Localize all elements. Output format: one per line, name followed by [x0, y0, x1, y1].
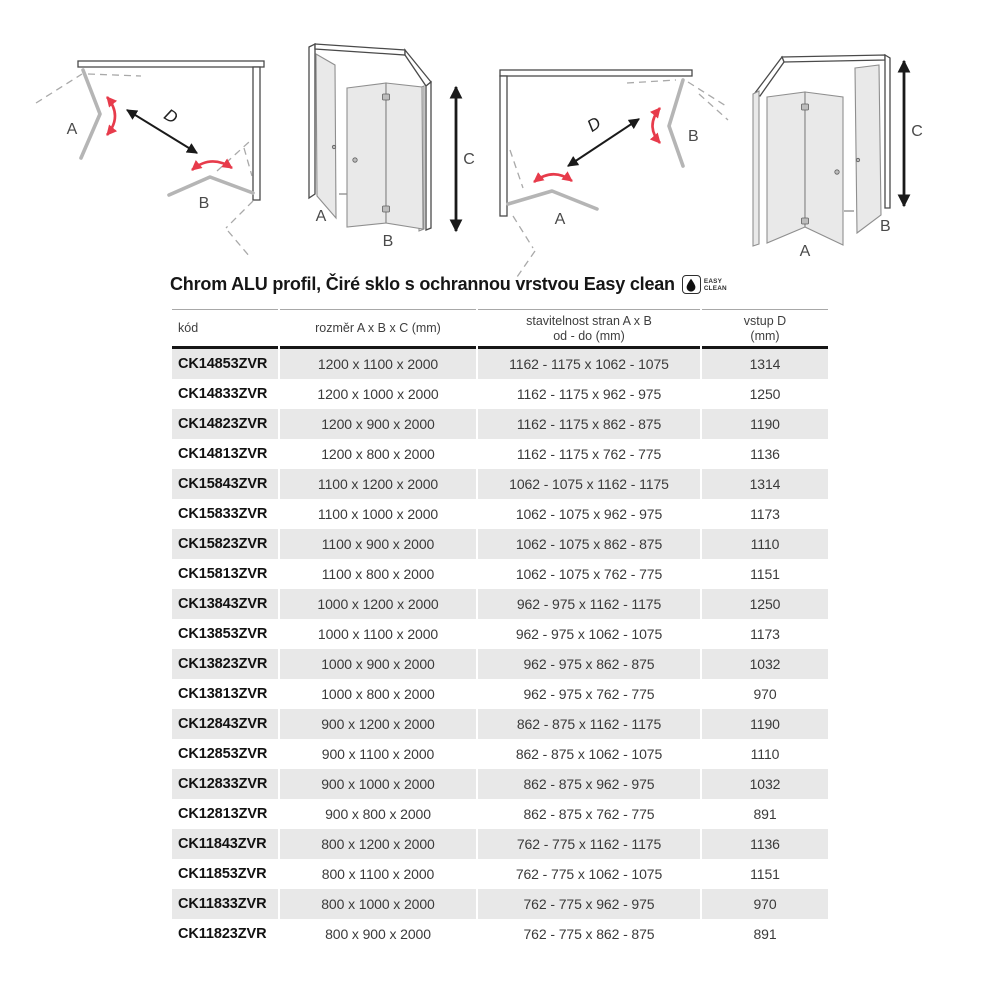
walls: [78, 61, 264, 200]
table-row: [172, 799, 828, 829]
label-b: B: [198, 195, 210, 212]
cell-stavitelnost: 862 - 875 x 962 - 975: [478, 769, 700, 799]
label-c: C: [911, 123, 923, 140]
cell-stavitelnost: 1062 - 1075 x 1162 - 1175: [478, 469, 700, 499]
cell-kod: CK13823ZVR: [172, 649, 278, 679]
label-a: A: [554, 211, 566, 228]
table-row: [172, 889, 828, 919]
cell-stavitelnost: 1162 - 1175 x 862 - 875: [478, 409, 700, 439]
cell-vstup: 1190: [702, 409, 828, 439]
header-label: rozměr A x B x C (mm): [315, 321, 441, 336]
table-header: [172, 309, 828, 349]
cell-kod: CK12813ZVR: [178, 806, 268, 822]
table-body: [172, 349, 828, 949]
folded-door-b: [669, 80, 683, 166]
diagram-plan-left: [20, 30, 270, 270]
label-b: B: [382, 233, 394, 250]
badge-box: [682, 275, 701, 294]
fold-swing-arrow-a: [534, 174, 572, 182]
spec-table: [170, 309, 830, 949]
label-a: A: [66, 121, 78, 138]
fixed-glass-strip: [753, 91, 759, 246]
cell-vstup: 1250: [702, 589, 828, 619]
side-panel-a: [316, 54, 336, 218]
cell-vstup: 1250: [749, 386, 781, 402]
folding-door-a: [767, 92, 843, 245]
table-row: [172, 739, 828, 769]
cell-stavitelnost: 762 - 775 x 1062 - 1075: [515, 866, 663, 882]
cell-rozmer: 1100 x 1200 x 2000: [280, 469, 476, 499]
table-row: [172, 379, 828, 409]
cell-rozmer: 900 x 1100 x 2000: [321, 746, 435, 762]
swing-dashed-lines: [510, 80, 728, 277]
cell-kod: CK11833ZVR: [172, 889, 278, 919]
table-row: [172, 919, 828, 949]
cell-rozmer: 800 x 1000 x 2000: [280, 889, 476, 919]
cell-vstup: 1173: [750, 506, 780, 522]
cell-rozmer: 1200 x 800 x 2000: [321, 446, 435, 462]
label-d: D: [160, 105, 182, 128]
table-row: [172, 829, 828, 859]
cell-rozmer: 1100 x 1000 x 2000: [317, 506, 439, 522]
cell-vstup: 1314: [702, 469, 828, 499]
table-row: [172, 649, 828, 679]
hinge-top: [383, 94, 390, 100]
cell-stavitelnost: 862 - 875 x 1162 - 1175: [478, 709, 700, 739]
cell-stavitelnost: 762 - 775 x 1162 - 1175: [478, 829, 700, 859]
cell-stavitelnost: 1062 - 1075 x 862 - 875: [478, 529, 700, 559]
hinge-top: [802, 104, 809, 110]
cell-rozmer: 1200 x 1000 x 2000: [317, 386, 439, 402]
cell-vstup: 1190: [702, 709, 828, 739]
cell-kod: CK15823ZVR: [172, 529, 278, 559]
swing-dashed-lines: [36, 74, 253, 257]
column-header-vstup: [702, 309, 828, 349]
cell-kod: CK13813ZVR: [178, 686, 268, 702]
table-row: [172, 409, 828, 439]
cell-kod: CK12853ZVR: [178, 746, 268, 762]
cell-stavitelnost: 962 - 975 x 1062 - 1075: [515, 626, 663, 642]
folded-door-b: [169, 177, 253, 195]
cell-kod: CK14813ZVR: [178, 446, 268, 462]
entry-dimension-arrow-d: [127, 110, 197, 153]
label-b: B: [880, 218, 891, 235]
cell-vstup: 1173: [750, 626, 780, 642]
cell-vstup: 1314: [702, 349, 828, 379]
cell-stavitelnost: 1162 - 1175 x 1062 - 1075: [478, 349, 700, 379]
cell-rozmer: 900 x 1000 x 2000: [280, 769, 476, 799]
fold-swing-arrow-b: [653, 108, 661, 143]
cell-rozmer: 1100 x 800 x 2000: [321, 566, 435, 582]
cell-stavitelnost: 1062 - 1075 x 762 - 775: [515, 566, 663, 582]
cell-vstup: 891: [753, 926, 777, 942]
entry-dimension-arrow-d: [568, 119, 639, 166]
badge-text: [704, 278, 727, 292]
table-row: [172, 499, 828, 529]
cell-rozmer: 1000 x 1200 x 2000: [280, 589, 476, 619]
cell-rozmer: 1200 x 1100 x 2000: [280, 349, 476, 379]
label-a: A: [315, 208, 327, 225]
cell-stavitelnost: 862 - 875 x 1062 - 1075: [515, 746, 663, 762]
table-row: [172, 439, 828, 469]
cell-kod: CK15843ZVR: [172, 469, 278, 499]
spec-table-wrap: [170, 309, 830, 949]
cell-vstup: 891: [753, 806, 777, 822]
table-row: [172, 859, 828, 889]
cell-stavitelnost: 1162 - 1175 x 962 - 975: [516, 386, 662, 402]
cell-vstup: 1032: [702, 769, 828, 799]
table-row: [172, 769, 828, 799]
table-row: [172, 589, 828, 619]
cell-vstup: 970: [702, 889, 828, 919]
folded-door-a: [508, 191, 597, 209]
label-b: B: [688, 128, 699, 145]
table-row: [172, 529, 828, 559]
cell-rozmer: 800 x 900 x 2000: [325, 926, 431, 942]
cell-vstup: 1151: [750, 566, 780, 582]
cell-stavitelnost: 962 - 975 x 862 - 875: [478, 649, 700, 679]
table-row: [172, 679, 828, 709]
cell-kod: CK14823ZVR: [172, 409, 278, 439]
cell-kod: CK11843ZVR: [172, 829, 278, 859]
cell-kod: CK15833ZVR: [178, 506, 268, 522]
cell-vstup: 1110: [702, 529, 828, 559]
cell-rozmer: 1100 x 900 x 2000: [280, 529, 476, 559]
cell-kod: CK11823ZVR: [178, 926, 267, 942]
panel-a-hinge-dot: [332, 145, 335, 148]
easy-clean-badge: [682, 275, 727, 294]
cell-rozmer: 1000 x 1100 x 2000: [317, 626, 439, 642]
column-header-stavitelnost: [478, 309, 700, 349]
cell-stavitelnost: 962 - 975 x 1162 - 1175: [478, 589, 700, 619]
cell-rozmer: 800 x 1200 x 2000: [280, 829, 476, 859]
cell-vstup: 1032: [702, 649, 828, 679]
cell-stavitelnost: 862 - 875 x 762 - 775: [523, 806, 655, 822]
table-row: [172, 469, 828, 499]
table-row: [172, 619, 828, 649]
folding-door-b: [347, 83, 423, 229]
header-label-line2: (mm): [750, 328, 780, 343]
cell-stavitelnost: 762 - 775 x 862 - 875: [523, 926, 655, 942]
header-label-line2: od - do (mm): [553, 328, 625, 343]
hinge-bottom: [383, 206, 390, 212]
hinge-bottom: [802, 218, 809, 224]
cell-vstup: 1136: [750, 446, 780, 462]
side-panel-b: [855, 65, 881, 233]
diagram-3d-right: [740, 30, 960, 280]
title-row: [170, 274, 727, 295]
badge-line2: CLEAN: [703, 284, 727, 292]
walls: [500, 70, 692, 216]
cell-vstup: 1136: [702, 829, 828, 859]
label-c: C: [463, 151, 475, 168]
cell-stavitelnost: 962 - 975 x 762 - 775: [523, 686, 655, 702]
header-label: stavitelnost stran A x B: [526, 314, 652, 328]
cell-rozmer: 1200 x 900 x 2000: [280, 409, 476, 439]
water-drop-icon: [685, 278, 697, 292]
label-a: A: [799, 243, 811, 260]
cell-kod: CK13843ZVR: [172, 589, 278, 619]
cell-stavitelnost: 1162 - 1175 x 762 - 775: [516, 446, 662, 462]
cell-kod: CK12833ZVR: [172, 769, 278, 799]
cell-vstup: 1151: [750, 866, 780, 882]
column-header-rozmer: [280, 309, 476, 349]
cell-rozmer: 1000 x 800 x 2000: [321, 686, 435, 702]
page-title: Chrom ALU profil, Čiré sklo s ochrannou vrstvou Easy clean: [170, 274, 675, 294]
cell-stavitelnost: 762 - 775 x 962 - 975: [478, 889, 700, 919]
cell-rozmer: 800 x 1100 x 2000: [321, 866, 435, 882]
cell-rozmer: 900 x 1200 x 2000: [280, 709, 476, 739]
cell-kod: CK11853ZVR: [178, 866, 267, 882]
cell-vstup: 970: [753, 686, 777, 702]
table-row: [172, 709, 828, 739]
badge-line1: EASY: [703, 277, 723, 285]
panel-b-hinge-dot: [856, 158, 859, 161]
folded-door-a: [81, 70, 100, 158]
fold-swing-arrow-a: [107, 97, 115, 135]
cell-vstup: 1110: [750, 746, 780, 762]
table-row: [172, 349, 828, 379]
cell-kod: CK12843ZVR: [172, 709, 278, 739]
header-label: kód: [178, 321, 199, 336]
label-d: D: [583, 113, 605, 136]
cell-kod: CK14833ZVR: [178, 386, 268, 402]
diagram-plan-right: [480, 30, 740, 280]
door-knob: [353, 158, 357, 162]
cell-rozmer: 900 x 800 x 2000: [325, 806, 431, 822]
table-row: [172, 559, 828, 589]
header-label: vstup D: [743, 314, 787, 328]
column-header-kod: [172, 309, 278, 349]
diagram-3d-left: [295, 30, 485, 270]
cell-kod: CK13853ZVR: [178, 626, 268, 642]
cell-kod: CK15813ZVR: [178, 566, 268, 582]
cell-rozmer: 1000 x 900 x 2000: [280, 649, 476, 679]
cell-kod: CK14853ZVR: [172, 349, 278, 379]
door-knob: [835, 170, 839, 174]
cell-stavitelnost: 1062 - 1075 x 962 - 975: [515, 506, 663, 522]
